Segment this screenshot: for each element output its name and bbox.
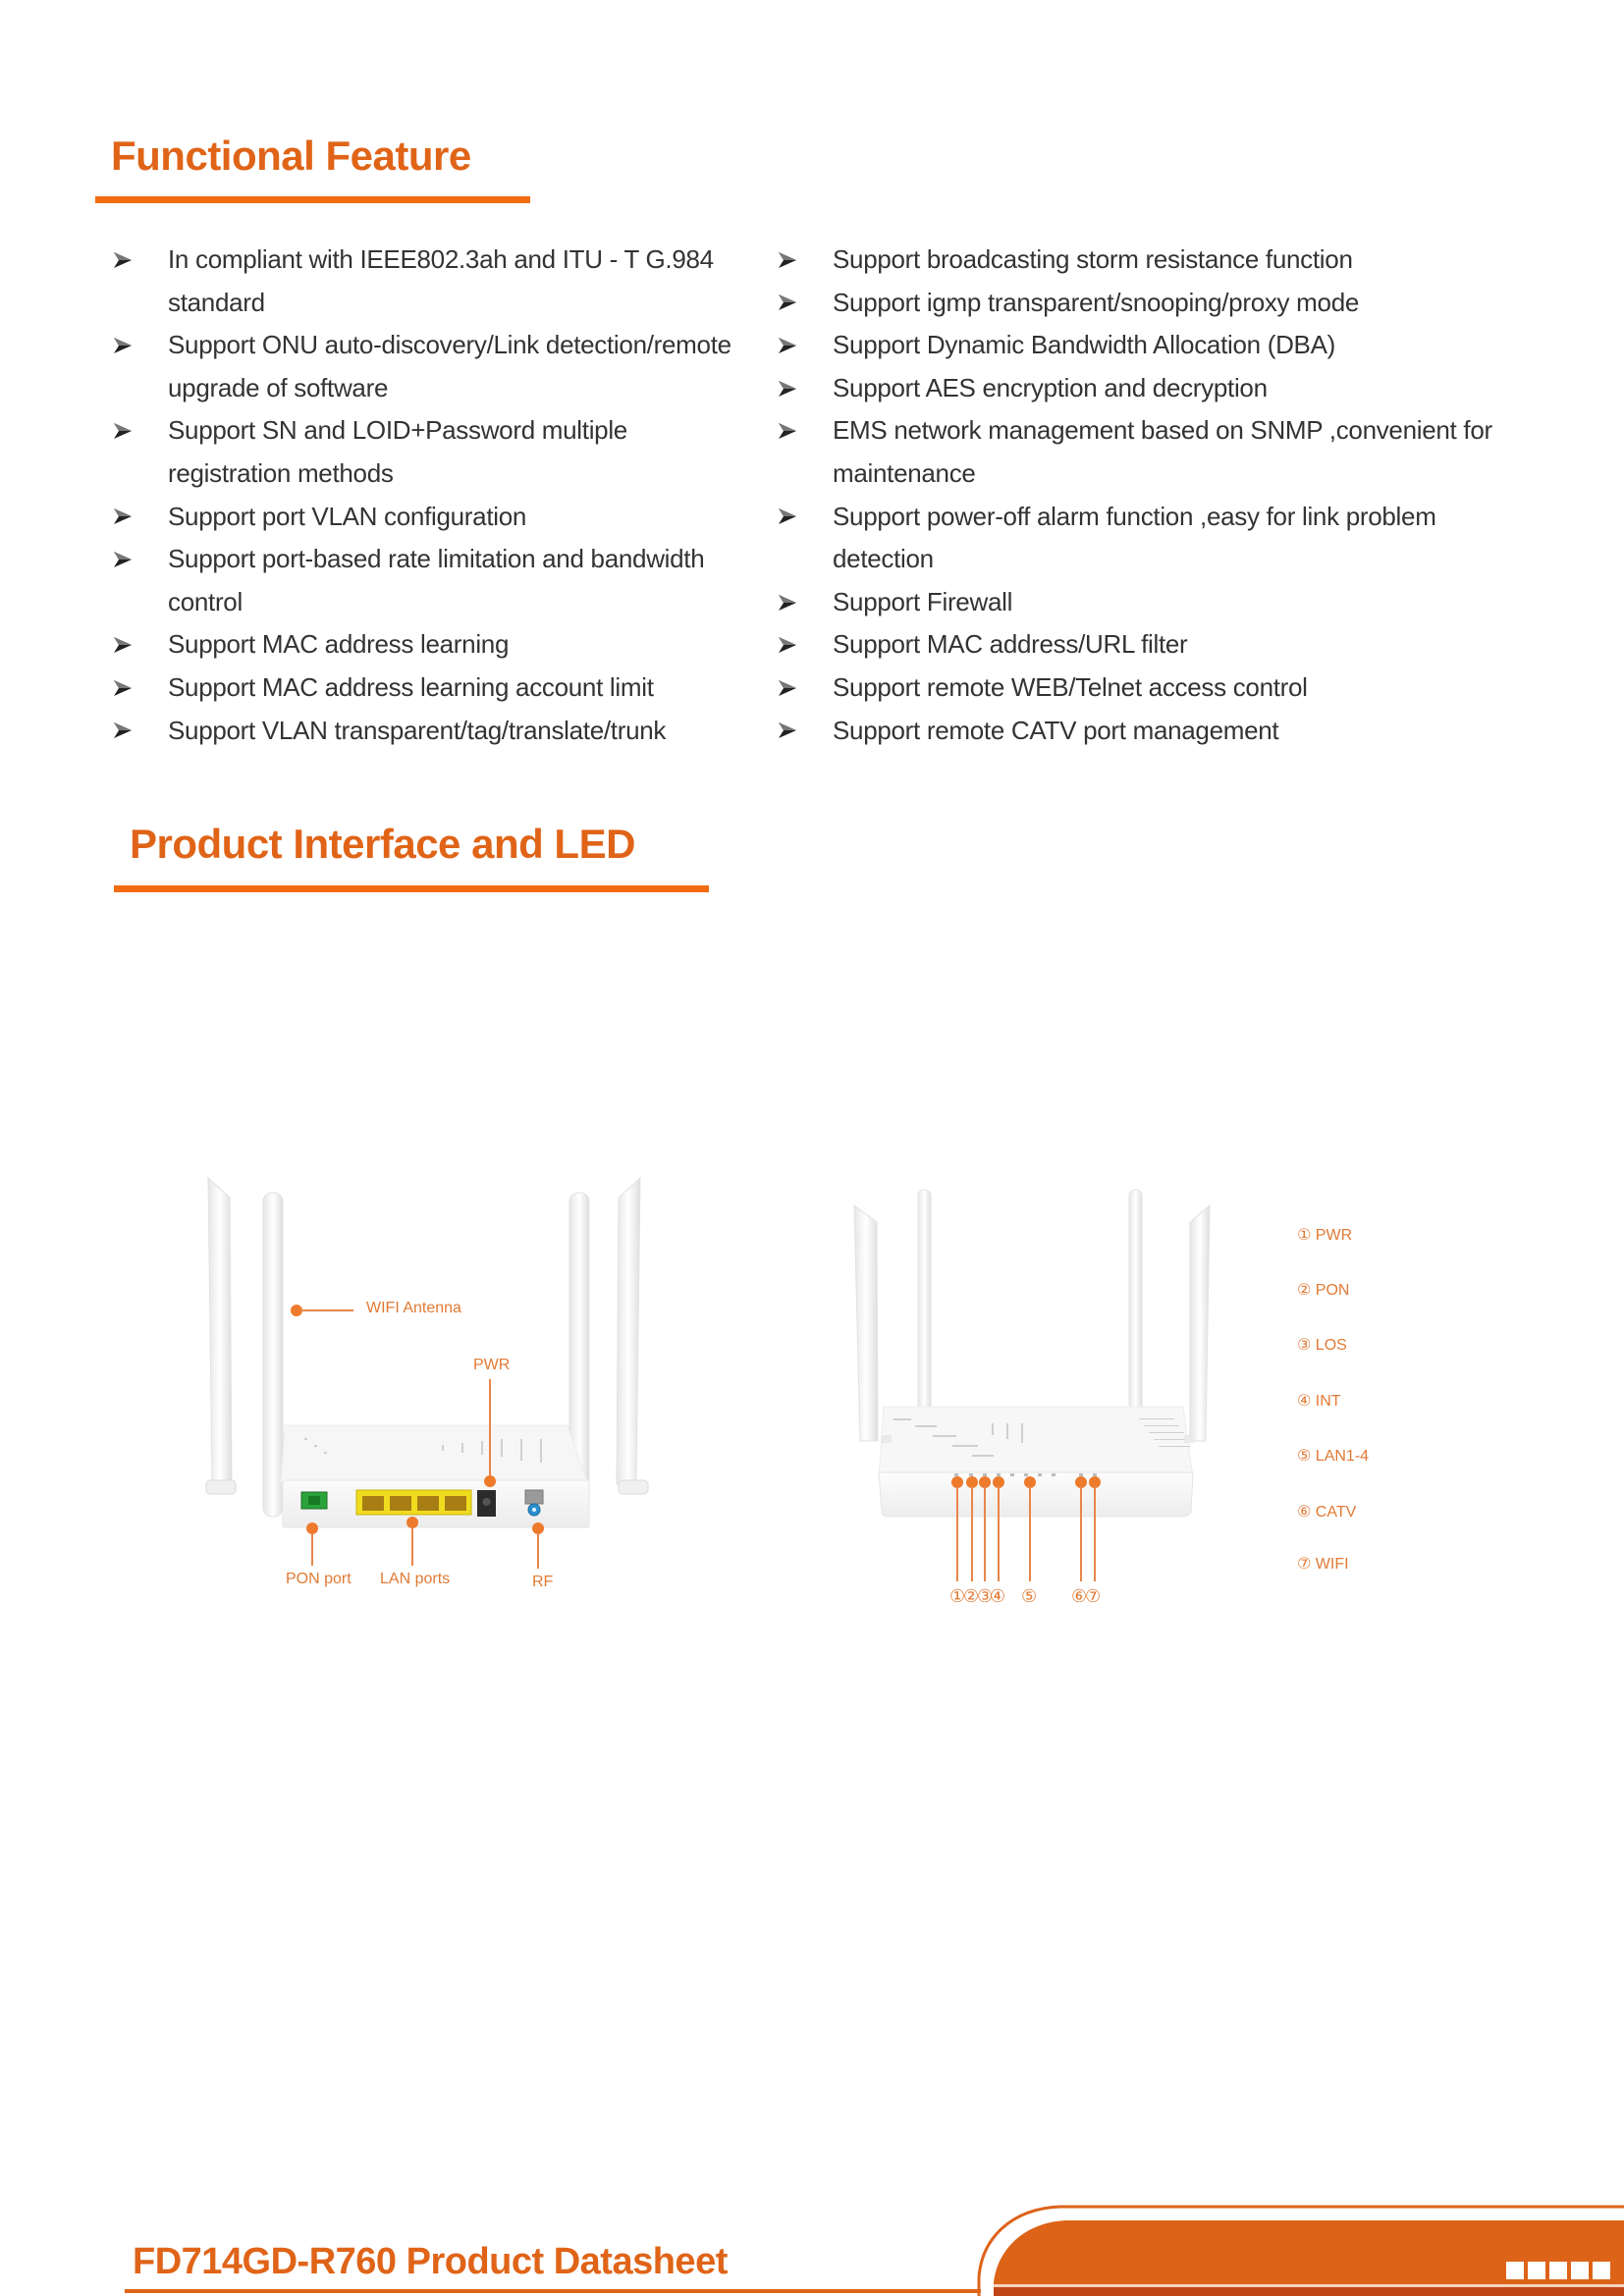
legend-item-lan: ⑤ LAN1-4 (1297, 1448, 1370, 1465)
arrow-bullet-icon (778, 282, 799, 325)
callout-line (489, 1379, 491, 1477)
led-leader-line (1080, 1486, 1082, 1581)
led-leader-line (971, 1486, 973, 1581)
arrow-bullet-icon (778, 581, 799, 624)
footer-decorative-band (972, 2199, 1624, 2296)
label-pon-port: PON port (286, 1571, 352, 1587)
led-number: ④ (990, 1586, 1006, 1606)
callout-dot (484, 1475, 496, 1487)
arrow-bullet-icon (778, 239, 799, 282)
legend-item-int: ④ INT (1297, 1393, 1341, 1410)
led-leader-line (1029, 1486, 1031, 1581)
label-rf: RF (532, 1574, 554, 1590)
arrow-bullet-icon (113, 623, 135, 667)
legend-item-pwr: ① PWR (1297, 1227, 1353, 1244)
list-item: In compliant with IEEE802.3ah and ITU - T G.984 standard (113, 239, 741, 324)
arrow-bullet-icon (778, 409, 799, 453)
list-item: EMS network management based on SNMP ,convenient for maintenance (778, 409, 1504, 495)
legend-item-los: ③ LOS (1297, 1337, 1347, 1354)
arrow-bullet-icon (113, 324, 135, 367)
list-item: Support VLAN transparent/tag/translate/trunk (113, 710, 741, 753)
router-front-view-image (844, 1178, 1227, 1610)
arrow-bullet-icon (113, 409, 135, 453)
arrow-bullet-icon (778, 667, 799, 710)
led-leader-line (998, 1486, 1000, 1581)
list-item: Support remote WEB/Telnet access control (778, 667, 1504, 710)
led-number: ⑦ (1085, 1586, 1102, 1606)
callout-line (537, 1533, 539, 1569)
list-item: Support igmp transparent/snooping/proxy mode (778, 282, 1504, 325)
label-lan-ports: LAN ports (380, 1571, 451, 1587)
legend-item-wifi: ⑦ WIFI (1297, 1556, 1349, 1573)
section-title-product-interface: Product Interface and LED (130, 821, 635, 867)
feature-list-right (778, 239, 1504, 752)
section-title-functional-feature: Functional Feature (111, 133, 471, 179)
led-number: ③ (977, 1586, 994, 1606)
feature-list-left (113, 239, 741, 752)
arrow-bullet-icon (113, 239, 135, 282)
arrow-bullet-icon (113, 710, 135, 753)
list-item: Support Dynamic Bandwidth Allocation (DBA) (778, 324, 1504, 367)
led-leader-line (984, 1486, 986, 1581)
callout-line (411, 1527, 413, 1566)
arrow-bullet-icon (778, 496, 799, 539)
callout-line (300, 1309, 353, 1311)
legend-item-pon: ② PON (1297, 1282, 1350, 1299)
label-pwr: PWR (473, 1357, 511, 1373)
led-legend (1297, 1225, 1444, 1578)
led-leader-line (956, 1486, 958, 1581)
list-item: Support SN and LOID+Password multiple registration methods (113, 409, 741, 495)
arrow-bullet-icon (113, 667, 135, 710)
led-number: ① (949, 1586, 966, 1606)
footer-rule (125, 2289, 981, 2293)
section-rule (114, 885, 709, 892)
section-rule (95, 196, 530, 203)
list-item: Support ONU auto-discovery/Link detection/remote upgrade of software (113, 324, 741, 409)
list-item: Support MAC address learning account limit (113, 667, 741, 710)
list-item: Support power-off alarm function ,easy for link problem detection (778, 496, 1504, 581)
led-number: ⑤ (1021, 1586, 1038, 1606)
arrow-bullet-icon (778, 710, 799, 753)
led-leader-line (1094, 1486, 1096, 1581)
arrow-bullet-icon (778, 324, 799, 367)
label-wifi-antenna: WIFI Antenna (366, 1300, 461, 1316)
arrow-bullet-icon (778, 367, 799, 410)
arrow-bullet-icon (778, 623, 799, 667)
list-item: Support port-based rate limitation and bandwidth control (113, 538, 741, 623)
legend-item-catv: ⑥ CATV (1297, 1504, 1357, 1521)
led-number: ⑥ (1071, 1586, 1088, 1606)
list-item: Support MAC address/URL filter (778, 623, 1504, 667)
callout-line (311, 1533, 313, 1566)
list-item: Support AES encryption and decryption (778, 367, 1504, 410)
footer-document-title: FD714GD-R760 Product Datasheet (133, 2241, 728, 2282)
led-number: ② (963, 1586, 980, 1606)
list-item: Support MAC address learning (113, 623, 741, 667)
list-item: Support Firewall (778, 581, 1504, 624)
arrow-bullet-icon (113, 496, 135, 539)
list-item: Support broadcasting storm resistance function (778, 239, 1504, 282)
list-item: Support remote CATV port management (778, 710, 1504, 753)
list-item: Support port VLAN configuration (113, 496, 741, 539)
arrow-bullet-icon (113, 538, 135, 581)
router-rear-view-image (187, 1168, 658, 1600)
